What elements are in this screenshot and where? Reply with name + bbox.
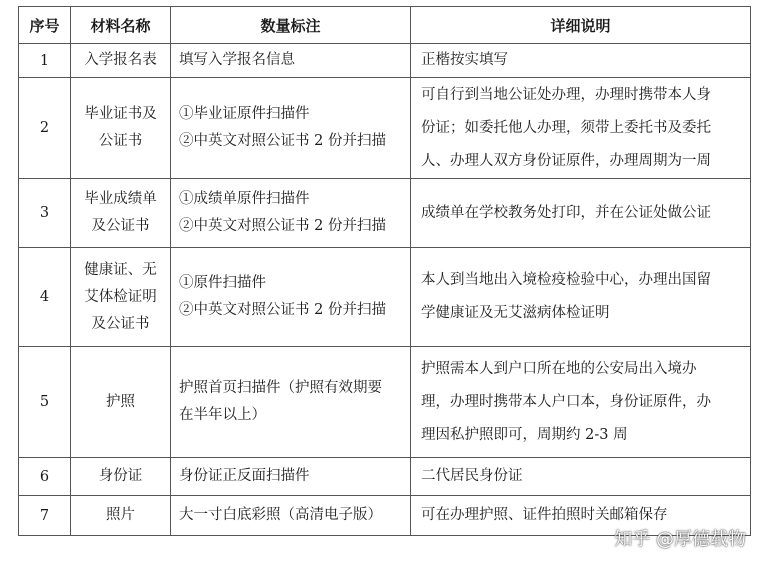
name-line: 公证书: [98, 133, 143, 149]
desc-line: 理因私护照即可，周期约 2-3 周: [421, 426, 628, 443]
name-line: 毕业成绩单: [84, 191, 157, 207]
row-qty: [171, 248, 411, 347]
row-qty: [171, 458, 411, 496]
desc-line: 人、办理人双方身份证原件，办理周期为一周: [421, 152, 711, 169]
row-no: 7: [19, 496, 71, 536]
header-desc: 详细说明: [411, 7, 751, 44]
header-qty: 数量标注: [171, 7, 411, 44]
desc-line: 可自行到当地公证处办理，办理时携带本人身: [421, 86, 711, 103]
row-name: [71, 347, 171, 458]
qty-line: 在半年以上）: [179, 407, 266, 423]
row-qty: [171, 179, 411, 248]
watermark: 知乎 @厚德载物: [614, 529, 746, 550]
name-line: 照片: [106, 507, 135, 523]
row-no: 5: [19, 347, 71, 458]
name-line: 护照: [106, 393, 135, 410]
materials-table: [18, 6, 751, 536]
name-line: 毕业证书及: [84, 106, 157, 122]
qty-line: ②中英文对照公证书 2 份并扫描: [179, 133, 386, 149]
desc-line: 正楷按实填写: [421, 52, 508, 68]
header-no: 序号: [19, 7, 71, 44]
row-qty: [171, 496, 411, 536]
table-row: [19, 347, 751, 458]
desc-line: 护照需本人到户口所在地的公安局出入境办: [421, 360, 697, 377]
row-desc: [411, 347, 751, 458]
desc-line: 学健康证及无艾滋病体检证明: [421, 305, 610, 321]
desc-line: 本人到当地出入境检疫检验中心，办理出国留: [421, 272, 711, 288]
row-qty: [171, 44, 411, 78]
table-row: [19, 78, 751, 179]
desc-line: 成绩单在学校教务处打印，并在公证处做公证: [421, 204, 711, 221]
qty-line: ①毕业证原件扫描件: [179, 106, 310, 122]
row-desc: [411, 78, 751, 179]
row-name: [71, 496, 171, 536]
table-row: [19, 248, 751, 347]
row-qty: [171, 347, 411, 458]
row-name: [71, 44, 171, 78]
row-name: [71, 458, 171, 496]
desc-line: 份证；如委托他人办理，须带上委托书及委托: [421, 119, 711, 136]
table-row: [19, 44, 751, 78]
row-no: 3: [19, 179, 71, 248]
row-name: [71, 78, 171, 179]
row-no: 2: [19, 78, 71, 179]
row-no: 6: [19, 458, 71, 496]
row-name: [71, 179, 171, 248]
qty-line: ①成绩单原件扫描件: [179, 191, 310, 207]
name-line: 及公证书: [91, 315, 150, 332]
header-name: 材料名称: [71, 7, 171, 44]
table-row: [19, 179, 751, 248]
row-name: [71, 248, 171, 347]
qty-line: 填写入学报名信息: [179, 52, 295, 68]
qty-line: ②中英文对照公证书 2 份并扫描: [179, 302, 386, 318]
row-no: 1: [19, 44, 71, 78]
desc-line: 理，办理时携带本人户口本，身份证原件，办: [421, 393, 711, 410]
row-desc: [411, 179, 751, 248]
table-row: [19, 458, 751, 496]
row-desc: [411, 248, 751, 347]
qty-line: 大一寸白底彩照（高清电子版）: [179, 507, 382, 523]
qty-line: ②中英文对照公证书 2 份并扫描: [179, 218, 386, 234]
name-line: 身份证: [98, 468, 143, 484]
qty-line: ①原件扫描件: [179, 275, 266, 291]
name-line: 入学报名表: [84, 52, 157, 68]
row-desc: [411, 44, 751, 78]
row-desc: [411, 458, 751, 496]
header-row: [19, 7, 751, 44]
desc-line: 二代居民身份证: [421, 468, 523, 484]
name-line: 及公证书: [91, 218, 150, 234]
qty-line: 身份证正反面扫描件: [179, 468, 310, 484]
name-line: 健康证、无: [84, 261, 157, 278]
qty-line: 护照首页扫描件（护照有效期要: [179, 380, 382, 396]
row-no: 4: [19, 248, 71, 347]
row-qty: [171, 78, 411, 179]
desc-line: 可在办理护照、证件拍照时关邮箱保存: [421, 507, 668, 523]
name-line: 艾体检证明: [84, 288, 157, 305]
